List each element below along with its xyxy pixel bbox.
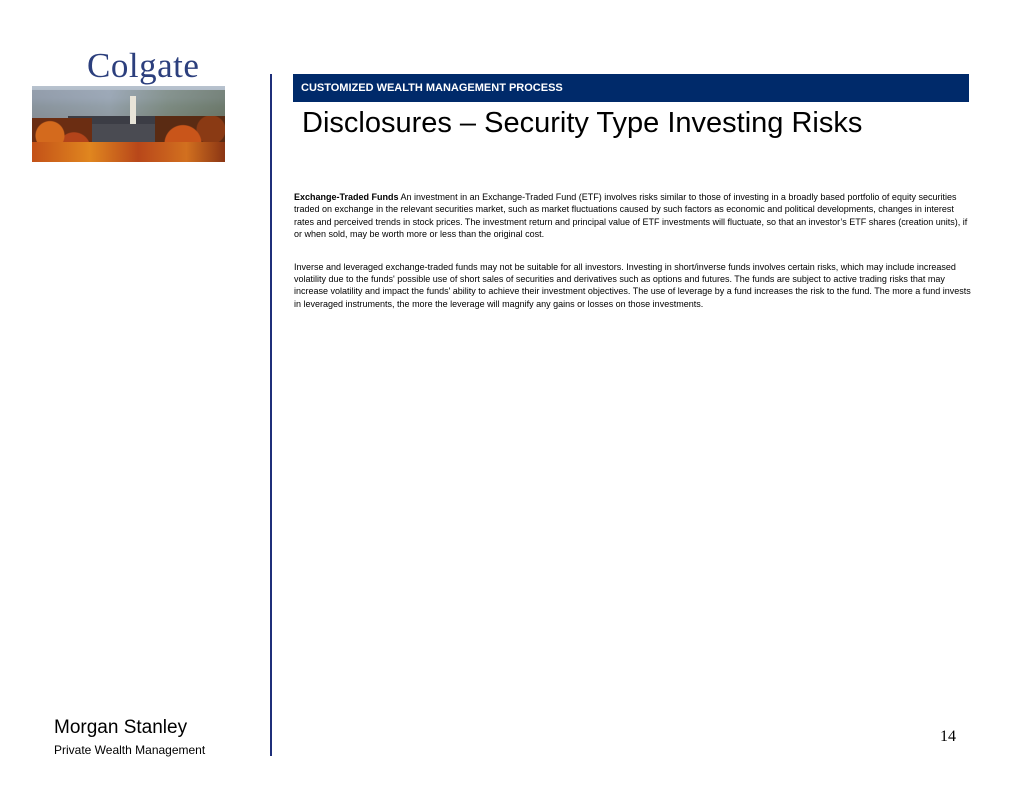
morgan-stanley-logo: Morgan Stanley — [54, 717, 188, 738]
disclosure-body — [294, 191, 974, 330]
colgate-logo: Colgate — [87, 46, 200, 85]
vertical-divider — [270, 74, 272, 756]
etf-term: Exchange-Traded Funds — [294, 192, 399, 202]
inverse-etf-disclosure-paragraph: Inverse and leveraged exchange-traded funds may not be suitable for all investors. Investing in short/inverse funds involves certain risks, which may include increased volatility due to the funds' possible use of short sales of securities and derivatives such as options and futures. The funds are subject to active trading risks that may increase volatility and impact the funds' ability to achieve their investment objectives. The use of leverage by a fund increases the risk to the fund. The more a fund invests in leveraged instruments, the more the leverage will magnify any gains or losses on those investments. — [294, 261, 971, 309]
page-number: 14 — [940, 728, 956, 745]
photo-chapel-tower — [130, 96, 136, 124]
etf-text: An investment in an Exchange-Traded Fund (ETF) involves risks similar to those of investing in a broadly based portfolio of equity securities traded on exchange in the relevant securities market, such as market fluctuations caused by such factors as economic and political developments, changes in interest rates and perceived trends in stock prices. The investment return and principal value of ETF investments will fluctuate, so that an investor’s ETF shares (creation units), if or when sold, may be worth more or less than the original cost. — [294, 192, 968, 240]
brand-subtitle: Private Wealth Management — [54, 743, 206, 757]
photo-autumn-foliage — [32, 142, 225, 162]
page-title: Disclosures – Security Type Investing Risks — [302, 107, 863, 139]
section-header-bar: CUSTOMIZED WEALTH MANAGEMENT PROCESS — [293, 74, 969, 102]
etf-disclosure-paragraph — [294, 191, 974, 241]
